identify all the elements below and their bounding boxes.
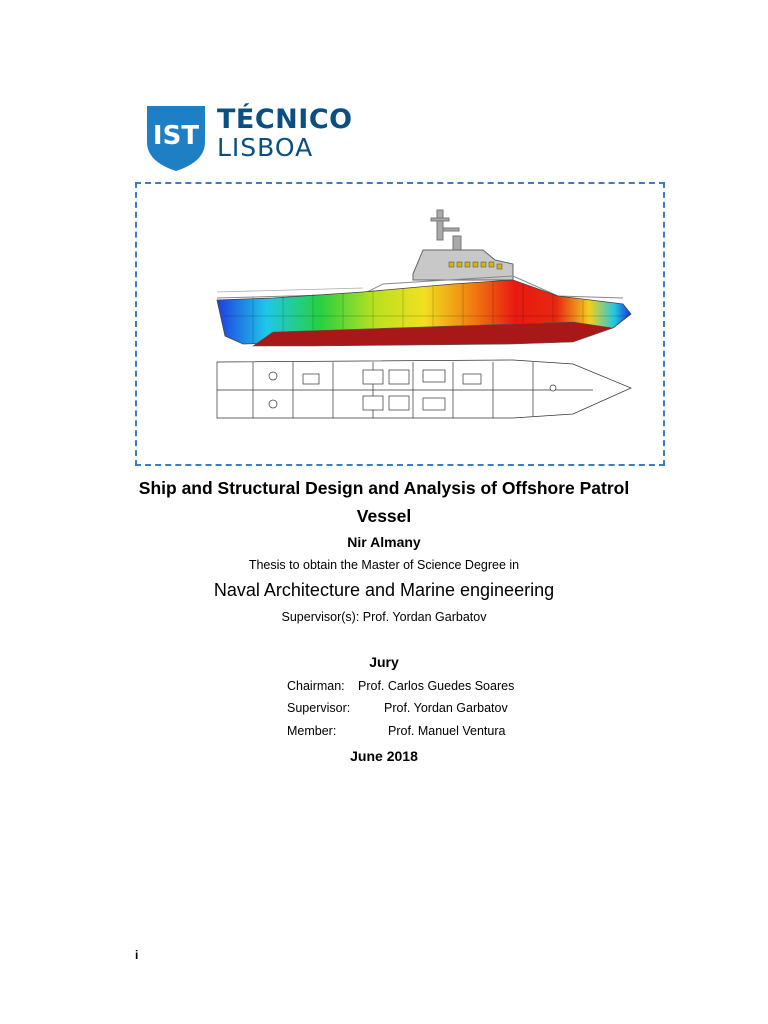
ist-shield-icon xyxy=(145,104,207,172)
author-name: Nir Almany xyxy=(347,534,421,550)
jury-member-name: Prof. Carlos Guedes Soares xyxy=(358,679,515,693)
logo-line2: LISBOA xyxy=(217,133,314,162)
submission-date: June 2018 xyxy=(350,748,418,764)
logo-line1: TÉCNICO xyxy=(217,104,353,135)
jury-role: Member: xyxy=(287,724,337,738)
institution-logo xyxy=(145,104,353,174)
ship-structural-analysis-drawing xyxy=(213,204,637,444)
cover-figure-frame xyxy=(135,182,665,466)
svg-text:IST: IST xyxy=(152,121,200,151)
jury-role: Supervisor: xyxy=(287,701,351,715)
jury-heading: Jury xyxy=(369,654,399,670)
mast xyxy=(431,210,461,250)
deck-plan xyxy=(217,360,631,418)
supervisor-line: Supervisor(s): Prof. Yordan Garbatov xyxy=(281,610,487,624)
jury-member-name: Prof. Manuel Ventura xyxy=(388,724,506,738)
degree-program: Naval Architecture and Marine engineering xyxy=(213,580,555,600)
jury-member-name: Prof. Yordan Garbatov xyxy=(384,701,508,715)
superstructure xyxy=(413,250,513,280)
page-number: i xyxy=(135,948,139,962)
thesis-title: Ship and Structural Design and Analysis of Offshore Patrol Vessel xyxy=(138,478,630,526)
degree-statement: Thesis to obtain the Master of Science Degree in xyxy=(248,558,520,572)
jury-role: Chairman: xyxy=(287,679,345,693)
